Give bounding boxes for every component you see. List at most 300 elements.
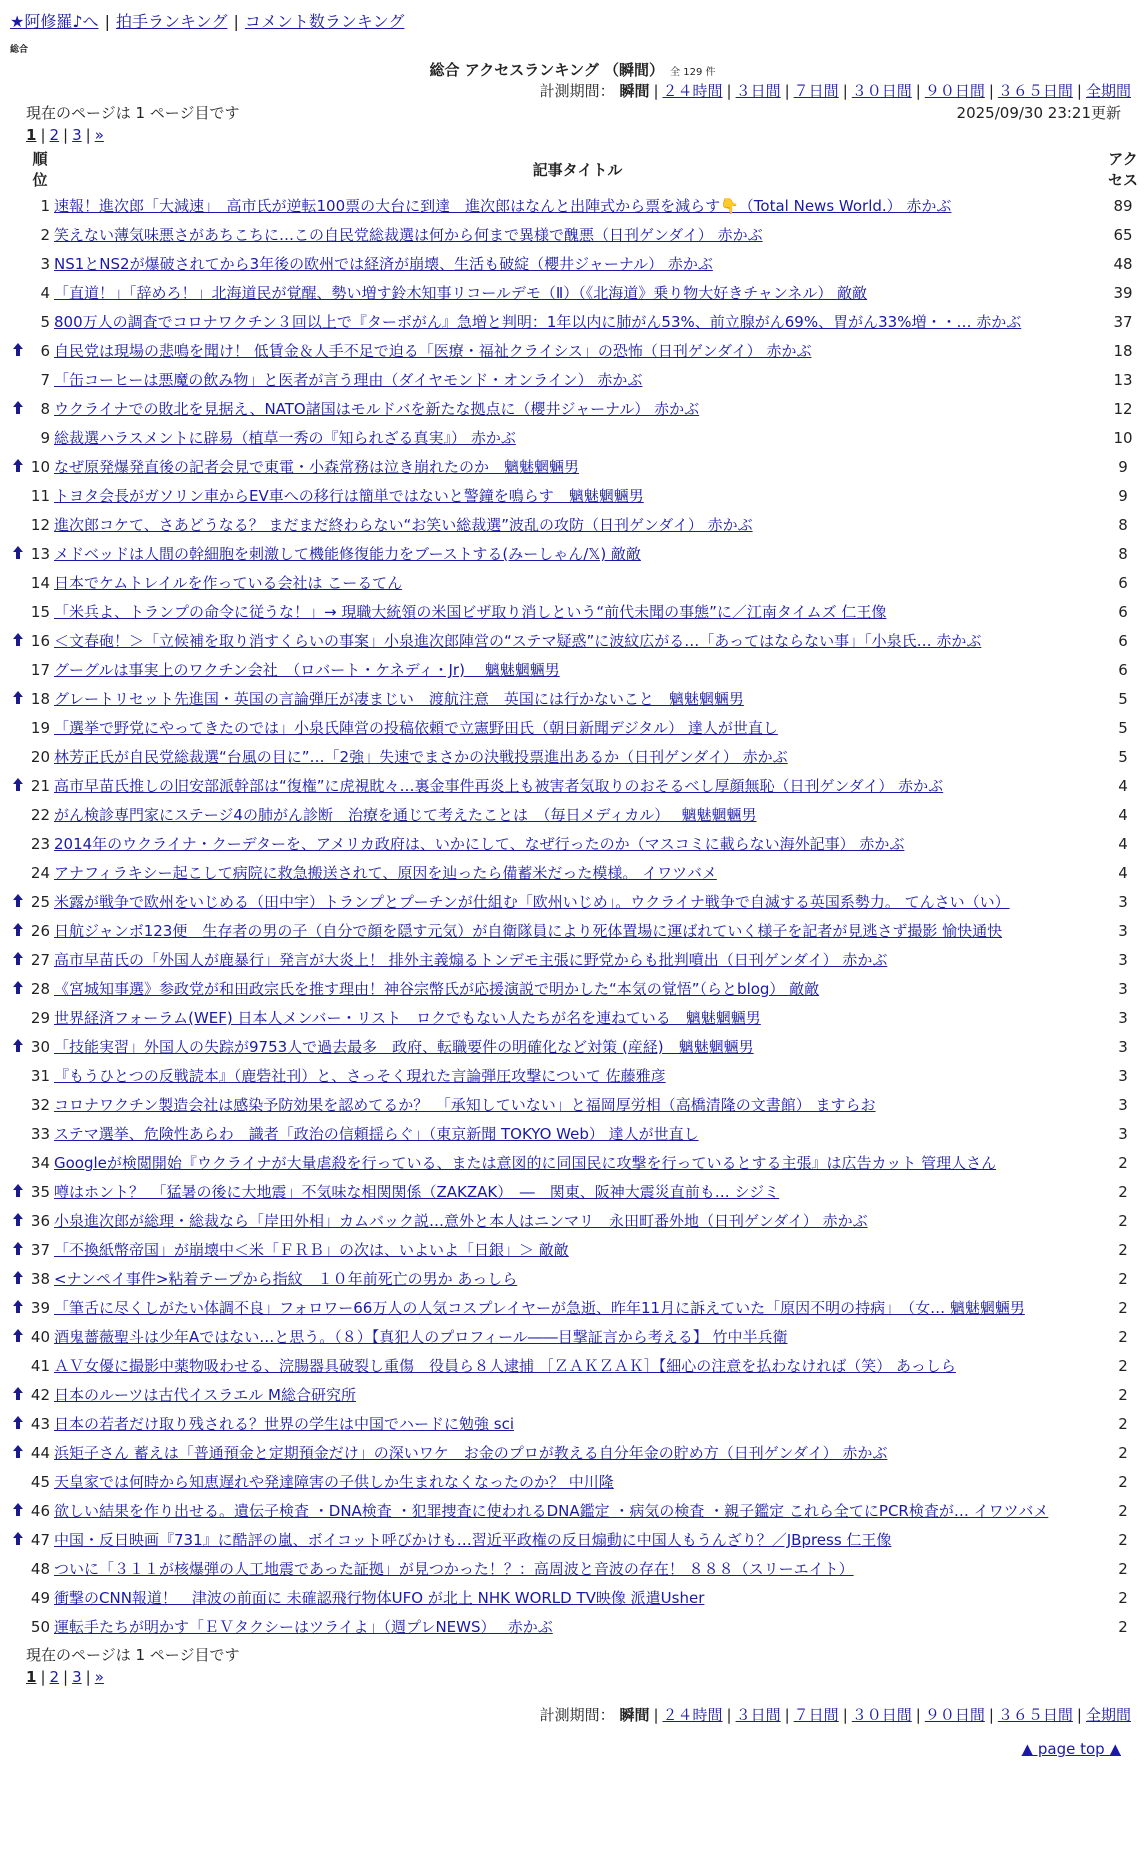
rank-number: 14 xyxy=(30,574,50,592)
category-label: 総合 xyxy=(10,45,29,55)
period-link-0[interactable]: ２４時間 xyxy=(662,82,723,100)
title-cell xyxy=(54,888,1101,917)
trend-cell xyxy=(10,743,26,772)
article-link[interactable]: 「技能実習」外国人の失踪が9753人で過去最多 政府、転職要件の明確化など対策 (産経) 魑魅魍魎男 xyxy=(54,1038,754,1056)
up-arrow-icon xyxy=(13,1213,23,1226)
article-link[interactable]: 2014年のウクライナ・クーデターを、アメリカ政府は、いかにして、なぜ行ったのか（マスコミに載らない海外記事） 赤かぶ xyxy=(54,835,905,853)
article-link[interactable]: がん検診専門家にステージ4の肺がん診断 治療を通じて考えたことは （毎日メディカル） 魑魅魍魎男 xyxy=(54,806,757,824)
table-row xyxy=(10,1120,1145,1149)
rank-number: 5 xyxy=(40,313,50,331)
access-count: 2 xyxy=(1118,1502,1128,1520)
period-separator: | xyxy=(988,1706,994,1724)
article-link[interactable]: コロナワクチン製造会社は感染予防効果を認めてるか？ 「承知していない」と福岡厚労相（高橋清隆の文書館） ますらお xyxy=(54,1096,876,1114)
nav-separator: | xyxy=(233,12,239,31)
access-count: 3 xyxy=(1118,1067,1128,1085)
article-link[interactable]: 総裁選ハラスメントに辟易（植草一秀の『知られざる真実』） 赤かぶ xyxy=(54,429,516,447)
rank-number: 21 xyxy=(30,777,50,795)
table-row xyxy=(10,1468,1145,1497)
table-row xyxy=(10,598,1145,627)
ranking-table xyxy=(10,148,1145,1642)
table-row xyxy=(10,366,1145,395)
access-count: 3 xyxy=(1118,980,1128,998)
table-row xyxy=(10,1294,1145,1323)
trend-cell xyxy=(10,424,26,453)
access-count: 4 xyxy=(1118,777,1128,795)
rank-number: 10 xyxy=(30,458,50,476)
title-cell xyxy=(54,395,1101,424)
table-row xyxy=(10,743,1145,772)
page-info: 現在のページは 1 ページ目です xyxy=(26,104,240,122)
table-row xyxy=(10,1526,1145,1555)
trend-cell xyxy=(10,801,26,830)
title-cell xyxy=(54,685,1101,714)
article-link[interactable]: 天皇家では何時から知恵遅れや発達障害の子供しか生まれなくなったのか？ 中川隆 xyxy=(54,1473,614,1491)
table-row xyxy=(10,395,1145,424)
title-cell xyxy=(54,1468,1101,1497)
title-cell xyxy=(54,1613,1101,1642)
up-arrow-icon xyxy=(13,343,23,356)
article-link[interactable]: 自民党は現場の悲鳴を聞け！ 低賃金＆人手不足で迫る「医療・福祉クライシス」の恐怖（日刊ゲンダイ） 赤かぶ xyxy=(54,342,812,360)
trend-cell xyxy=(10,1410,26,1439)
up-arrow-icon xyxy=(13,459,23,472)
trend-cell xyxy=(10,830,26,859)
rank-header: 順位 xyxy=(32,150,48,189)
access-count: 3 xyxy=(1118,1125,1128,1143)
table-row xyxy=(10,1410,1145,1439)
table-row xyxy=(10,801,1145,830)
access-count: 9 xyxy=(1118,458,1128,476)
article-link[interactable]: ついに「３１１が核爆弾の人工地震であった証拠」が見つかった！？：高周波と音波の存在！ ８８８（スリーエイト） xyxy=(54,1560,854,1578)
title-cell xyxy=(54,1178,1101,1207)
access-count: 2 xyxy=(1118,1386,1128,1404)
table-row xyxy=(10,250,1145,279)
title-cell xyxy=(54,1439,1101,1468)
access-count: 2 xyxy=(1118,1415,1128,1433)
article-link[interactable]: 世界経済フォーラム(WEF) 日本人メンバー・リスト ロクでもない人たちが名を連ねている 魑魅魍魎男 xyxy=(54,1009,761,1027)
rank-number: 13 xyxy=(30,545,50,563)
trend-cell xyxy=(10,859,26,888)
article-link[interactable]: Googleが検閲開始『ウクライナが大量虐殺を行っている、または意図的に同国民に攻撃を行っているとする主張』は広告カット 管理人さん xyxy=(54,1154,997,1172)
comment-ranking-link[interactable]: コメント数ランキング xyxy=(244,12,405,31)
article-link[interactable]: 欲しい結果を作り出せる。遺伝子検査 ・DNA検査 ・犯罪捜査に使われるDNA鑑定 ・病気の検査 ・親子鑑定 これら全てにPCR検査が… イワツバメ xyxy=(54,1502,1049,1520)
total-count: 全 129 件 xyxy=(670,67,716,78)
page-top-row xyxy=(10,1740,1135,1758)
trend-cell xyxy=(10,1236,26,1265)
title-cell xyxy=(54,946,1101,975)
title-cell xyxy=(54,1004,1101,1033)
article-link[interactable]: 速報！進次郎「大減速」 高市氏が逆転100票の大台に到達 進次郎はなんと出陣式から票を減らす👇（Total News World.） 赤かぶ xyxy=(54,197,952,215)
period-link-4[interactable]: ９０日間 xyxy=(924,1706,985,1724)
period-link-1[interactable]: ３日間 xyxy=(735,1706,781,1724)
trend-cell xyxy=(10,946,26,975)
title-cell xyxy=(54,656,1101,685)
access-count: 8 xyxy=(1118,545,1128,563)
title-cell xyxy=(54,453,1101,482)
access-count: 2 xyxy=(1118,1270,1128,1288)
period-link-0[interactable]: ２４時間 xyxy=(662,1706,723,1724)
article-link[interactable]: 「米兵よ、トランプの命令に従うな！」→ 現職大統領の米国ビザ取り消しという“前代未聞の事態”に／江南タイムズ 仁王像 xyxy=(54,603,887,621)
title-cell xyxy=(54,1323,1101,1352)
rank-number: 40 xyxy=(30,1328,50,1346)
rank-number: 8 xyxy=(40,400,50,418)
table-row xyxy=(10,859,1145,888)
access-count: 18 xyxy=(1113,342,1133,360)
title-cell xyxy=(54,1497,1101,1526)
table-row xyxy=(10,1323,1145,1352)
period-separator: | xyxy=(784,82,790,100)
pager-link-3[interactable]: 3 xyxy=(72,1668,82,1686)
article-link[interactable]: 進次郎コケて、さあどうなる？ まだまだ終わらない“お笑い総裁選”波乱の攻防（日刊ゲンダイ） 赤かぶ xyxy=(54,516,753,534)
rank-number: 1 xyxy=(40,197,50,215)
rank-number: 47 xyxy=(30,1531,50,1549)
table-row xyxy=(10,1381,1145,1410)
period-separator: | xyxy=(842,1706,848,1724)
period-link-4[interactable]: ９０日間 xyxy=(924,82,985,100)
up-arrow-icon xyxy=(13,1532,23,1545)
page-top-link[interactable]: ▲ page top ▲ xyxy=(1021,1740,1121,1758)
article-link[interactable]: ＜文春砲！＞「立候補を取り消すくらいの事案」小泉進次郎陣営の“ステマ疑惑”に波紋広がる…「あってはならない事」「小泉氏… 赤かぶ xyxy=(54,632,982,650)
access-count: 2 xyxy=(1118,1328,1128,1346)
access-count: 2 xyxy=(1118,1473,1128,1491)
article-link[interactable]: ＡＶ女優に撮影中薬物吸わせる、浣腸器具破裂し重傷 役員ら８人逮捕 ［ＺＡＫＺＡＫ］【細心の注意を払わなければ（笑） あっしら xyxy=(54,1357,956,1375)
article-link[interactable]: ステマ選挙、危険性あらわ 識者「政治の信頼揺らぐ」（東京新聞 TOKYO Web） 達人が世直し xyxy=(54,1125,699,1143)
pager-separator: | xyxy=(63,1668,69,1686)
article-link[interactable]: 『もうひとつの反戦読本』（鹿砦社刊）と、さっそく現れた言論弾圧攻撃について 佐藤雅彦 xyxy=(54,1067,666,1085)
access-count: 4 xyxy=(1118,806,1128,824)
title-cell xyxy=(54,366,1101,395)
title-cell xyxy=(54,743,1101,772)
period-link-5[interactable]: ３６５日間 xyxy=(997,82,1073,100)
title-cell xyxy=(54,1236,1101,1265)
trend-cell xyxy=(10,1381,26,1410)
access-count: 4 xyxy=(1118,864,1128,882)
article-link[interactable]: グーグルは事実上のワクチン会社 （ロバート・ケネディ・Jr) 魑魅魍魎男 xyxy=(54,661,560,679)
period-separator: | xyxy=(726,82,732,100)
article-link[interactable]: 浜矩子さん 蓄えは「普通預金と定期預金だけ」の深いワケ お金のプロが教える自分年金の貯め方（日刊ゲンダイ） 赤かぶ xyxy=(54,1444,888,1462)
table-row xyxy=(10,772,1145,801)
table-row xyxy=(10,1555,1145,1584)
table-header-row xyxy=(10,148,1145,192)
access-count: 5 xyxy=(1118,719,1128,737)
article-link[interactable]: 運転手たちが明かす「ＥＶタクシーはツライよ」（週プレNEWS） 赤かぶ xyxy=(54,1618,553,1636)
rank-number: 16 xyxy=(30,632,50,650)
trend-cell xyxy=(10,279,26,308)
trend-cell xyxy=(10,1294,26,1323)
up-arrow-icon xyxy=(13,1503,23,1516)
period-link-3[interactable]: ３０日間 xyxy=(851,82,912,100)
rank-number: 7 xyxy=(40,371,50,389)
period-link-3[interactable]: ３０日間 xyxy=(851,1706,912,1724)
article-link[interactable]: なぜ原発爆発直後の記者会見で東電・小森常務は泣き崩れたのか 魑魅魍魎男 xyxy=(54,458,580,476)
period-selector xyxy=(10,80,1135,102)
table-row xyxy=(10,917,1145,946)
trend-cell xyxy=(10,192,26,221)
period-current: 瞬間 xyxy=(619,1706,650,1724)
table-row xyxy=(10,482,1145,511)
rank-number: 4 xyxy=(40,284,50,302)
trend-cell xyxy=(10,1033,26,1062)
pager-separator: | xyxy=(85,126,91,144)
top-nav xyxy=(10,12,1135,32)
rank-number: 36 xyxy=(30,1212,50,1230)
article-link[interactable]: 高市早苗氏推しの旧安部派幹部は“復権”に虎視眈々…裏金事件再炎上も被害者気取りのおそるべし厚顔無恥（日刊ゲンダイ） 赤かぶ xyxy=(54,777,944,795)
title-cell xyxy=(54,482,1101,511)
title-cell xyxy=(54,1352,1101,1381)
title-cell xyxy=(54,1555,1101,1584)
rank-number: 25 xyxy=(30,893,50,911)
article-link[interactable]: 「選挙で野党にやってきたのでは」小泉氏陣営の投稿依頼で立憲野田氏（朝日新聞デジタル） 達人が世直し xyxy=(54,719,778,737)
access-count: 4 xyxy=(1118,835,1128,853)
rank-number: 27 xyxy=(30,951,50,969)
up-arrow-icon xyxy=(13,894,23,907)
trend-cell xyxy=(10,888,26,917)
article-link[interactable]: 酒鬼薔薇聖斗は少年Aではない…と思う。（８）【真犯人のプロフィール――目撃証言から考える】 竹中半兵衛 xyxy=(54,1328,788,1346)
trend-cell xyxy=(10,1352,26,1381)
article-link[interactable]: 米露が戦争で欧州をいじめる（田中宇）トランプとプーチンが仕組む「欧州いじめ」。ウクライナ戦争で自滅する英国系勢力。 てんさい（い） xyxy=(54,893,1010,911)
rank-number: 20 xyxy=(30,748,50,766)
access-count: 3 xyxy=(1118,922,1128,940)
access-count: 3 xyxy=(1118,1009,1128,1027)
rank-number: 18 xyxy=(30,690,50,708)
trend-cell xyxy=(10,1062,26,1091)
period-link-6[interactable]: 全期間 xyxy=(1085,1706,1131,1724)
title-cell xyxy=(54,1062,1101,1091)
title-cell xyxy=(54,1584,1101,1613)
up-arrow-icon xyxy=(13,691,23,704)
article-link[interactable]: 800万人の調査でコロナワクチン３回以上で『ターボがん』急増と判明：1年以内に肺がん53%、前立腺がん69%、胃がん33%増・・… 赤かぶ xyxy=(54,313,1022,331)
access-count: 10 xyxy=(1113,429,1133,447)
title-cell xyxy=(54,1410,1101,1439)
trend-cell xyxy=(10,1120,26,1149)
title-cell xyxy=(54,192,1101,221)
trend-cell xyxy=(10,598,26,627)
table-row xyxy=(10,1033,1145,1062)
up-arrow-icon xyxy=(13,546,23,559)
access-count: 39 xyxy=(1113,284,1133,302)
pager-next[interactable]: » xyxy=(94,126,104,144)
article-link[interactable]: 《宮城知事選》参政党が和田政宗氏を推す理由！神谷宗幣氏が応援演説で明かした“本気の覚悟”（らとblog） 敵敵 xyxy=(54,980,820,998)
trend-cell xyxy=(10,917,26,946)
article-link[interactable]: トヨタ会長がガソリン車からEV車への移行は簡単ではないと警鐘を鳴らす 魑魅魍魎男 xyxy=(54,487,644,505)
rank-number: 30 xyxy=(30,1038,50,1056)
article-link[interactable]: 高市早苗氏の「外国人が鹿暴行」発言が大炎上！ 排外主義煽るトンデモ主張に野党からも批判噴出（日刊ゲンダイ） 赤かぶ xyxy=(54,951,888,969)
title-cell xyxy=(54,250,1101,279)
access-count: 2 xyxy=(1118,1299,1128,1317)
pager-link-3[interactable]: 3 xyxy=(72,126,82,144)
article-link[interactable]: ウクライナでの敗北を見据え、NATO諸国はモルドバを新たな拠点に（櫻井ジャーナル） 赤かぶ xyxy=(54,400,700,418)
access-count: 65 xyxy=(1113,226,1133,244)
article-link[interactable]: 「缶コーヒーは悪魔の飲み物」と医者が言う理由（ダイヤモンド・オンライン） 赤かぶ xyxy=(54,371,643,389)
pager-separator: | xyxy=(40,126,46,144)
trend-cell xyxy=(10,337,26,366)
period-separator: | xyxy=(1076,1706,1082,1724)
up-arrow-icon xyxy=(13,1039,23,1052)
title-cell xyxy=(54,1033,1101,1062)
trend-cell xyxy=(10,1004,26,1033)
pager xyxy=(10,124,1135,146)
up-arrow-icon xyxy=(13,1416,23,1429)
title-cell xyxy=(54,975,1101,1004)
access-count: 9 xyxy=(1118,487,1128,505)
title-cell xyxy=(54,1265,1101,1294)
rank-number: 24 xyxy=(30,864,50,882)
pager-current: 1 xyxy=(26,1668,37,1686)
article-link[interactable]: メドベッドは人間の幹細胞を刺激して機能修復能力をブーストする(みーしゃん/𝕏) 敵敵 xyxy=(54,545,641,563)
period-separator: | xyxy=(988,82,994,100)
article-link[interactable]: 林芳正氏が自民党総裁選“台風の目に”…「2強」失速でまさかの決戦投票進出あるか（日刊ゲンダイ） 赤かぶ xyxy=(54,748,788,766)
table-row xyxy=(10,1497,1145,1526)
updated-time: 2025/09/30 23:21更新 xyxy=(956,104,1121,122)
article-link[interactable]: 衝撃のCNN報道！ 津波の前面に 未確認飛行物体UFO が北上 NHK WORLD TV映像 派遣Usher xyxy=(54,1589,705,1607)
table-row xyxy=(10,1584,1145,1613)
article-link[interactable]: アナフィラキシー起こして病院に救急搬送されて、原因を辿ったら備蓄米だった模様。 イワツバメ xyxy=(54,864,717,882)
article-link[interactable]: グレートリセット先進国・英国の言論弾圧が凄まじい 渡航注意 英国には行かないこと 魑魅魍魎男 xyxy=(54,690,744,708)
article-link[interactable]: 小泉進次郎が総理・総裁なら「岸田外相」カムバック説…意外と本人はニンマリ 永田町番外地（日刊ゲンダイ） 赤かぶ xyxy=(54,1212,868,1230)
table-row xyxy=(10,888,1145,917)
table-row xyxy=(10,424,1145,453)
rank-number: 49 xyxy=(30,1589,50,1607)
up-arrow-icon xyxy=(13,401,23,414)
up-arrow-icon xyxy=(13,1387,23,1400)
title-cell xyxy=(54,1294,1101,1323)
pager-separator: | xyxy=(40,1668,46,1686)
rank-number: 2 xyxy=(40,226,50,244)
trend-cell xyxy=(10,250,26,279)
table-row xyxy=(10,830,1145,859)
article-link[interactable]: 日本でケムトレイルを作っている会社は こーるてん xyxy=(54,574,403,592)
rank-number: 11 xyxy=(30,487,50,505)
pager-current: 1 xyxy=(26,126,37,144)
article-link[interactable]: 日本の若者だけ取り残される？世界の学生は中国でハードに勉強 sci xyxy=(54,1415,515,1433)
up-arrow-icon xyxy=(13,1242,23,1255)
table-row xyxy=(10,1236,1145,1265)
period-link-2[interactable]: ７日間 xyxy=(793,82,839,100)
table-row xyxy=(10,192,1145,221)
access-count: 2 xyxy=(1118,1212,1128,1230)
page-info-row xyxy=(10,102,1135,124)
trend-cell xyxy=(10,395,26,424)
title-cell xyxy=(54,308,1101,337)
page-title-bar xyxy=(10,59,1135,80)
home-link[interactable]: ★阿修羅♪へ xyxy=(10,12,99,31)
trend-cell xyxy=(10,772,26,801)
access-count: 89 xyxy=(1113,197,1133,215)
rank-number: 32 xyxy=(30,1096,50,1114)
title-header: 記事タイトル xyxy=(532,160,623,179)
table-row xyxy=(10,1207,1145,1236)
rank-number: 19 xyxy=(30,719,50,737)
access-count: 2 xyxy=(1118,1560,1128,1578)
pager-link-2[interactable]: 2 xyxy=(49,126,60,144)
access-count: 3 xyxy=(1118,1096,1128,1114)
table-row xyxy=(10,714,1145,743)
access-count: 2 xyxy=(1118,1531,1128,1549)
access-count: 2 xyxy=(1118,1241,1128,1259)
trend-cell xyxy=(10,366,26,395)
table-row xyxy=(10,1091,1145,1120)
rank-number: 12 xyxy=(30,516,50,534)
rank-number: 33 xyxy=(30,1125,50,1143)
rank-number: 48 xyxy=(30,1560,50,1578)
trend-cell xyxy=(10,1091,26,1120)
period-selector-bottom xyxy=(10,1704,1135,1726)
pager-separator: | xyxy=(85,1668,91,1686)
trend-cell xyxy=(10,1323,26,1352)
period-link-2[interactable]: ７日間 xyxy=(793,1706,839,1724)
article-link[interactable]: 日本のルーツは古代イスラエル M総合研究所 xyxy=(54,1386,356,1404)
title-cell xyxy=(54,279,1101,308)
rank-number: 23 xyxy=(30,835,50,853)
up-arrow-icon xyxy=(13,1445,23,1458)
table-row xyxy=(10,1004,1145,1033)
rank-number: 43 xyxy=(30,1415,50,1433)
table-row xyxy=(10,1178,1145,1207)
article-link[interactable]: 噂はホント？ 「猛暑の後に大地震」不気味な相関関係（ZAKZAK） ― 関東、阪神大震災直前も… シジミ xyxy=(54,1183,780,1201)
period-link-1[interactable]: ３日間 xyxy=(735,82,781,100)
access-count: 6 xyxy=(1118,603,1128,621)
title-cell xyxy=(54,424,1101,453)
rank-number: 44 xyxy=(30,1444,50,1462)
pager-link-2[interactable]: 2 xyxy=(49,1668,60,1686)
rank-number: 22 xyxy=(30,806,50,824)
trend-cell xyxy=(10,1207,26,1236)
article-link[interactable]: 中国・反日映画『731』に酷評の嵐、ボイコット呼びかけも…習近平政権の反日煽動に中国人もうんざり？／JBpress 仁王像 xyxy=(54,1531,892,1549)
up-arrow-icon xyxy=(13,1329,23,1342)
trend-cell xyxy=(10,540,26,569)
table-row xyxy=(10,1149,1145,1178)
article-link[interactable]: 「筆舌に尽くしがたい体調不良」フォロワー66万人の人気コスプレイヤーが急逝、昨年11月に訴えていた「原因不明の持病」 （女… 魑魅魍魎男 xyxy=(54,1299,1025,1317)
period-link-5[interactable]: ３６５日間 xyxy=(997,1706,1073,1724)
article-link[interactable]: NS1とNS2が爆破されてから3年後の欧州では経済が崩壊、生活も破綻（櫻井ジャーナル） 赤かぶ xyxy=(54,255,713,273)
trend-cell xyxy=(10,308,26,337)
table-row xyxy=(10,627,1145,656)
access-count: 2 xyxy=(1118,1154,1128,1172)
period-separator: | xyxy=(915,1706,921,1724)
pager-next[interactable]: » xyxy=(94,1668,104,1686)
title-cell xyxy=(54,1120,1101,1149)
up-arrow-icon xyxy=(13,923,23,936)
rank-number: 26 xyxy=(30,922,50,940)
page-info-row-bottom xyxy=(10,1644,1135,1666)
trend-cell xyxy=(10,1584,26,1613)
article-link[interactable]: 笑えない薄気味悪さがあちこちに…この自民党総裁選は何から何まで異様で醜悪（日刊ゲンダイ） 赤かぶ xyxy=(54,226,763,244)
period-link-6[interactable]: 全期間 xyxy=(1085,82,1131,100)
up-arrow-icon xyxy=(13,1300,23,1313)
rank-number: 34 xyxy=(30,1154,50,1172)
title-cell xyxy=(54,511,1101,540)
up-arrow-icon xyxy=(13,1184,23,1197)
period-separator: | xyxy=(726,1706,732,1724)
title-cell xyxy=(54,540,1101,569)
clap-ranking-link[interactable]: 拍手ランキング xyxy=(115,12,228,31)
access-count: 8 xyxy=(1118,516,1128,534)
article-link[interactable]: 日航ジャンボ123便 生存者の男の子（自分で顔を隠す元気）が自衛隊員により死体置場に運ばれていく様子を記者が見逃さず撮影 愉快通快 xyxy=(54,922,1003,940)
article-link[interactable]: 「不換紙幣帝国」が崩壊中＜米「ＦＲＢ」の次は、いよいよ「日銀」＞ 敵敵 xyxy=(54,1241,569,1259)
article-link[interactable]: 「直道！」「辞めろ！」北海道民が覚醒、勢い増す鈴木知事リコールデモ（Ⅱ）（《北海道》乗り物大好きチャンネル） 敵敵 xyxy=(54,284,868,302)
access-header: アクセス xyxy=(1107,150,1138,189)
title-cell xyxy=(54,917,1101,946)
access-count: 6 xyxy=(1118,632,1128,650)
access-count: 3 xyxy=(1118,951,1128,969)
article-link[interactable]: <ナンペイ事件>粘着テープから指紋 １０年前死亡の男か あっしら xyxy=(54,1270,518,1288)
table-row xyxy=(10,569,1145,598)
up-arrow-icon xyxy=(13,778,23,791)
title-cell xyxy=(54,801,1101,830)
access-count: 3 xyxy=(1118,1038,1128,1056)
access-count: 5 xyxy=(1118,690,1128,708)
up-arrow-icon xyxy=(13,952,23,965)
rank-number: 39 xyxy=(30,1299,50,1317)
